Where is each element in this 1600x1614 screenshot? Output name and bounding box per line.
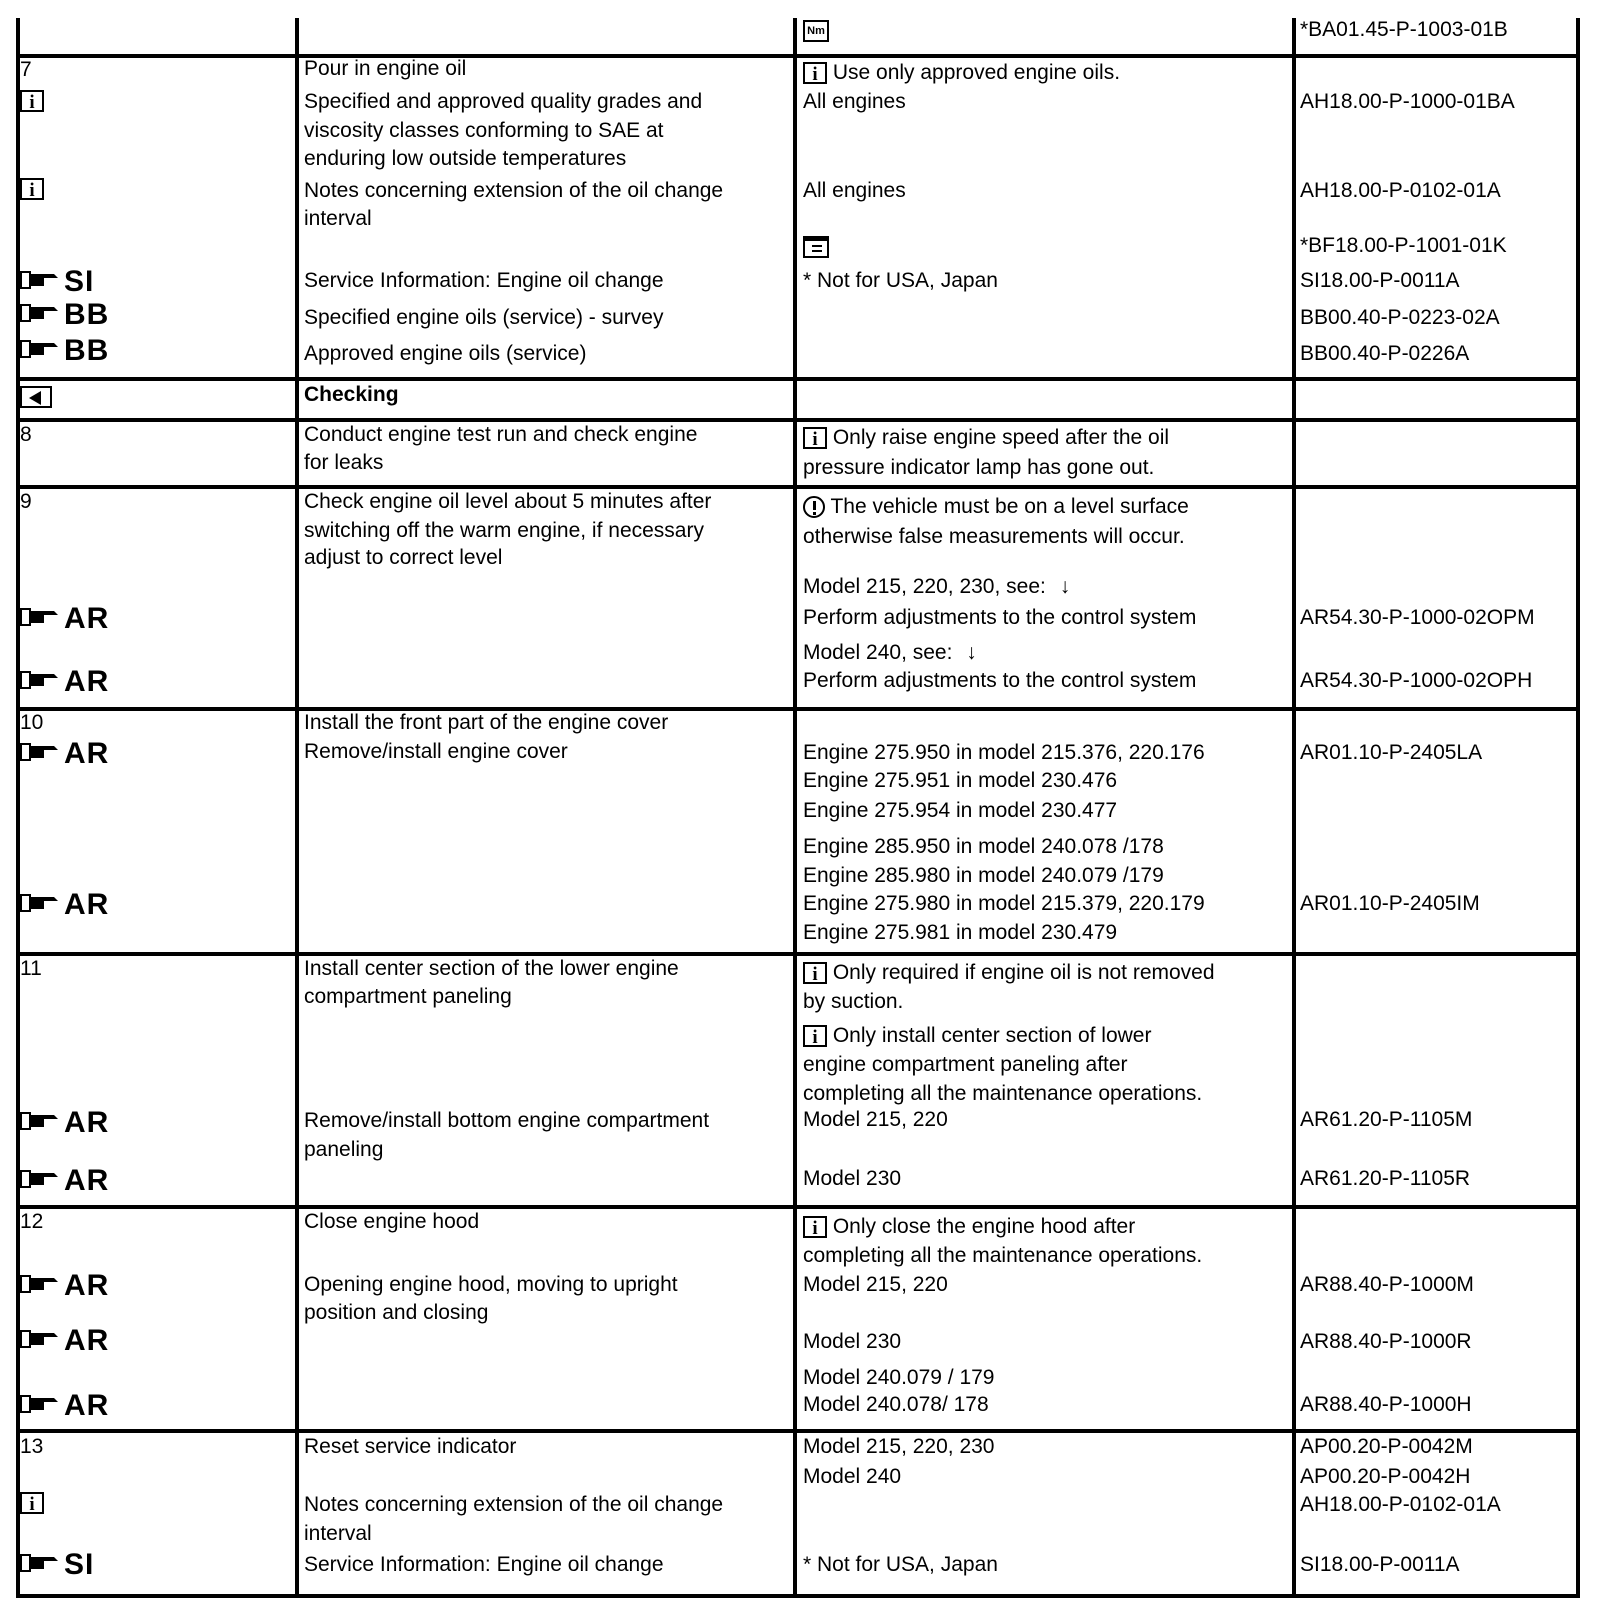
- grid-line: [16, 377, 1580, 381]
- info-icon: i: [803, 427, 827, 449]
- pointing-hand-icon: [20, 892, 60, 914]
- document-reference[interactable]: AR01.10-P-2405IM: [1300, 892, 1480, 915]
- note: Engine 275.954 in model 230.477: [803, 799, 1118, 822]
- pointing-hand-icon: [20, 1168, 60, 1190]
- step-number: 8: [20, 423, 32, 446]
- step-text: interval: [304, 1522, 372, 1545]
- pointing-hand-icon: [20, 1110, 60, 1132]
- step-text: Install the front part of the engine cover: [304, 711, 669, 734]
- note: i Only required if engine oil is not removed: [803, 959, 1215, 987]
- note: Model 215, 220, 230, see: ↓: [803, 575, 1071, 598]
- note: * Not for USA, Japan: [803, 1553, 998, 1576]
- note: The vehicle must be on a level surface: [803, 493, 1189, 521]
- document-reference[interactable]: AH18.00-P-1000-01BA: [1300, 90, 1515, 113]
- document-reference[interactable]: AR88.40-P-1000H: [1300, 1393, 1472, 1416]
- reference-ar[interactable]: AR: [20, 1270, 109, 1302]
- document-reference[interactable]: SI18.00-P-0011A: [1300, 1553, 1460, 1576]
- document-reference[interactable]: AR61.20-P-1105M: [1300, 1108, 1473, 1131]
- document-reference[interactable]: AP00.20-P-0042H: [1300, 1465, 1471, 1488]
- pointing-hand-icon: [20, 338, 60, 360]
- grid-line: [16, 54, 1580, 58]
- step-text: Remove/install engine cover: [304, 740, 568, 763]
- note: Model 215, 220: [803, 1108, 948, 1131]
- section-marker-icon: [20, 386, 52, 408]
- document-reference[interactable]: AR01.10-P-2405LA: [1300, 741, 1483, 764]
- step-text: Approved engine oils (service): [304, 342, 587, 365]
- pointing-hand-icon: [20, 269, 60, 291]
- grid-line: [16, 952, 1580, 956]
- grid-line: [793, 18, 797, 1598]
- step-text: Remove/install bottom engine compartment: [304, 1109, 710, 1132]
- step-text: viscosity classes conforming to SAE at: [304, 119, 664, 142]
- reference-bb[interactable]: BB: [20, 299, 109, 331]
- pointing-hand-icon: [20, 1552, 60, 1574]
- reference-bb[interactable]: BB: [20, 335, 109, 367]
- note: Model 240.078/ 178: [803, 1393, 989, 1416]
- document-reference[interactable]: AR61.20-P-1105R: [1300, 1167, 1471, 1190]
- pointing-hand-icon: [20, 741, 60, 763]
- note: Engine 285.980 in model 240.079 /179: [803, 864, 1164, 887]
- step-text: Service Information: Engine oil change: [304, 1553, 664, 1576]
- note: Model 240: [803, 1465, 902, 1488]
- reference-si[interactable]: SI: [20, 266, 94, 298]
- note: Model 240, see: ↓: [803, 641, 977, 664]
- step-text: enduring low outside temperatures: [304, 147, 627, 170]
- document-reference[interactable]: AR88.40-P-1000M: [1300, 1273, 1474, 1296]
- reference-ar[interactable]: AR: [20, 603, 109, 635]
- step-text: compartment paneling: [304, 985, 512, 1008]
- reference-ar[interactable]: AR: [20, 738, 109, 770]
- step-number: 11: [20, 957, 42, 980]
- step-title: Pour in engine oil: [304, 57, 467, 80]
- step-number: 12: [20, 1210, 44, 1233]
- step-text: Notes concerning extension of the oil change: [304, 1493, 724, 1516]
- reference-ar[interactable]: AR: [20, 1165, 109, 1197]
- document-reference[interactable]: *BF18.00-P-1001-01K: [1300, 234, 1507, 257]
- document-reference[interactable]: AH18.00-P-0102-01A: [1300, 179, 1501, 202]
- note: * Not for USA, Japan: [803, 269, 998, 292]
- note: completing all the maintenance operations.: [803, 1244, 1203, 1267]
- document-reference[interactable]: SI18.00-P-0011A: [1300, 269, 1460, 292]
- note: Perform adjustments to the control system: [803, 606, 1197, 629]
- step-text: Service Information: Engine oil change: [304, 269, 664, 292]
- step-number: 10: [20, 711, 44, 734]
- document-reference[interactable]: AP00.20-P-0042M: [1300, 1435, 1473, 1458]
- document-reference[interactable]: AR54.30-P-1000-02OPH: [1300, 669, 1533, 692]
- section-heading: Checking: [304, 383, 399, 406]
- note: pressure indicator lamp has gone out.: [803, 456, 1155, 479]
- step-text: Check engine oil level about 5 minutes after: [304, 490, 712, 513]
- note: i Use only approved engine oils.: [803, 59, 1120, 87]
- step-text: paneling: [304, 1138, 384, 1161]
- document-reference[interactable]: BB00.40-P-0226A: [1300, 342, 1470, 365]
- grid-line: [16, 485, 1580, 489]
- note: Engine 275.981 in model 230.479: [803, 921, 1118, 944]
- step-text: for leaks: [304, 451, 384, 474]
- reference-ar[interactable]: AR: [20, 889, 109, 921]
- note: i Only close the engine hood after: [803, 1213, 1135, 1241]
- info-icon: i: [803, 62, 827, 84]
- info-icon: i: [803, 1216, 827, 1238]
- pointing-hand-icon: [20, 302, 60, 324]
- step-text: switching off the warm engine, if necessary: [304, 519, 704, 542]
- note: Engine 275.951 in model 230.476: [803, 769, 1118, 792]
- note: i Only raise engine speed after the oil: [803, 424, 1169, 452]
- pointing-hand-icon: [20, 1328, 60, 1350]
- note: All engines: [803, 90, 906, 113]
- note: i Only install center section of lower: [803, 1022, 1151, 1050]
- info-icon: i: [803, 962, 827, 984]
- grid-line: [16, 1205, 1580, 1209]
- note: otherwise false measurements will occur.: [803, 525, 1185, 548]
- step-text: Notes concerning extension of the oil change: [304, 179, 724, 202]
- step-text: interval: [304, 207, 372, 230]
- step-text: Reset service indicator: [304, 1435, 517, 1458]
- grid-line: [1292, 18, 1296, 1598]
- reference-si[interactable]: SI: [20, 1549, 94, 1581]
- step-number: 13: [20, 1435, 44, 1458]
- pointing-hand-icon: [20, 606, 60, 628]
- torque-nm-icon: Nm: [803, 20, 829, 42]
- info-icon: i: [20, 90, 44, 112]
- note: Model 215, 220, 230: [803, 1435, 995, 1458]
- step-text: position and closing: [304, 1301, 489, 1324]
- caution-icon: [803, 496, 825, 518]
- pointing-hand-icon: [20, 1393, 60, 1415]
- arrow-down-icon: ↓: [966, 641, 977, 664]
- step-text: Specified engine oils (service) - survey: [304, 306, 664, 329]
- grid-line: [16, 18, 20, 1598]
- document-reference[interactable]: BB00.40-P-0223-02A: [1300, 306, 1500, 329]
- document-reference[interactable]: AR54.30-P-1000-02OPM: [1300, 606, 1535, 629]
- reference-ar[interactable]: AR: [20, 1325, 109, 1357]
- step-text: adjust to correct level: [304, 546, 503, 569]
- grid-line: [295, 18, 299, 1598]
- grid-line: [1576, 18, 1580, 1598]
- note: Model 240.079 / 179: [803, 1366, 995, 1389]
- note: completing all the maintenance operations.: [803, 1082, 1203, 1105]
- note: by suction.: [803, 990, 904, 1013]
- pointing-hand-icon: [20, 669, 60, 691]
- step-text: Opening engine hood, moving to upright: [304, 1273, 678, 1296]
- reference-ar[interactable]: AR: [20, 1107, 109, 1139]
- note: All engines: [803, 179, 906, 202]
- document-reference[interactable]: AR88.40-P-1000R: [1300, 1330, 1472, 1353]
- note: Engine 285.950 in model 240.078 /178: [803, 835, 1164, 858]
- info-icon: i: [803, 1025, 827, 1047]
- document-reference[interactable]: *BA01.45-P-1003-01B: [1300, 18, 1508, 41]
- note: Engine 275.950 in model 215.376, 220.176: [803, 741, 1205, 764]
- note: Model 230: [803, 1330, 902, 1353]
- info-icon: i: [20, 178, 44, 200]
- grid-line: [16, 418, 1580, 422]
- reference-ar[interactable]: AR: [20, 666, 109, 698]
- grid-line: [16, 1594, 1580, 1598]
- note: Model 230: [803, 1167, 902, 1190]
- info-icon: i: [20, 1492, 44, 1514]
- step-text: Conduct engine test run and check engine: [304, 423, 698, 446]
- document-list-icon: [803, 236, 829, 258]
- document-reference[interactable]: AH18.00-P-0102-01A: [1300, 1493, 1501, 1516]
- step-text: Specified and approved quality grades and: [304, 90, 703, 113]
- arrow-down-icon: ↓: [1059, 575, 1071, 598]
- pointing-hand-icon: [20, 1273, 60, 1295]
- grid-line: [16, 707, 1580, 711]
- note: Perform adjustments to the control system: [803, 669, 1197, 692]
- step-number: 9: [20, 490, 32, 513]
- note: Engine 275.980 in model 215.379, 220.179: [803, 892, 1205, 915]
- step-number: 7: [20, 58, 32, 81]
- note: engine compartment paneling after: [803, 1053, 1128, 1076]
- reference-ar[interactable]: AR: [20, 1390, 109, 1422]
- step-text: Close engine hood: [304, 1210, 480, 1233]
- step-text: Install center section of the lower engine: [304, 957, 679, 980]
- note: Model 215, 220: [803, 1273, 948, 1296]
